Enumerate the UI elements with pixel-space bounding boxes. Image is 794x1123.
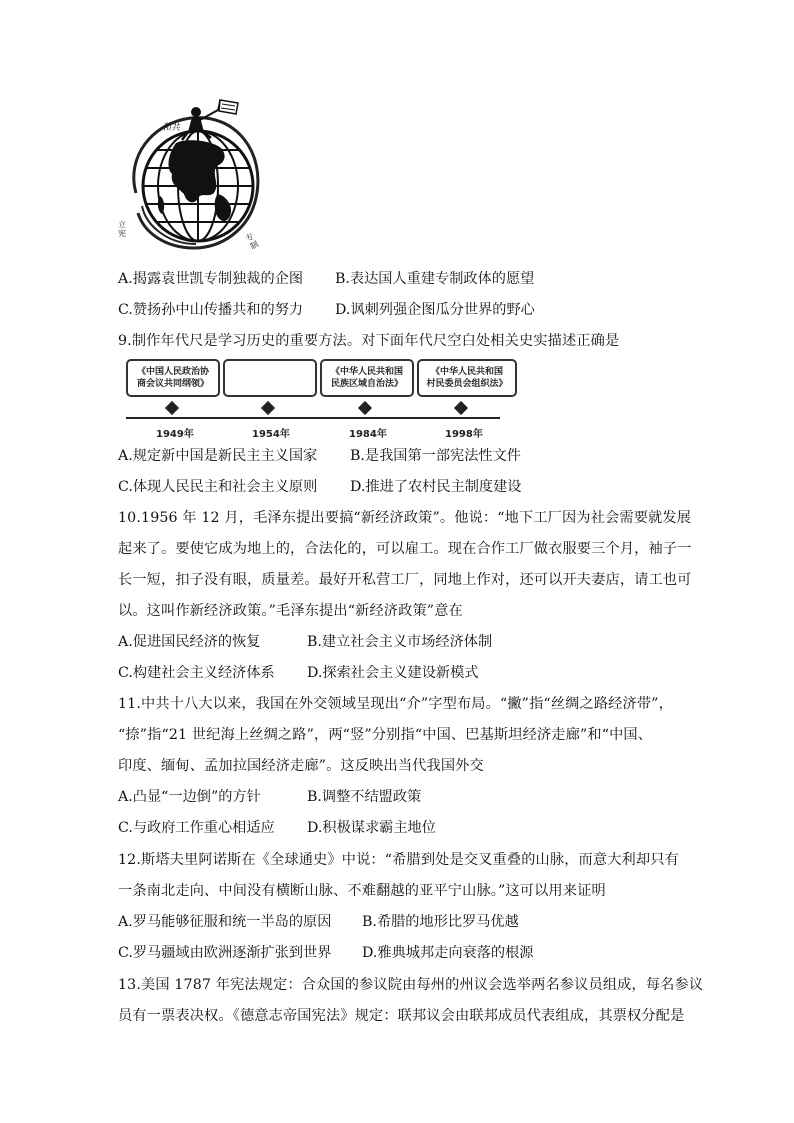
- q12-option-d: D.雅典城邦走向衰落的根源: [362, 945, 534, 961]
- q11-option-c: C.与政府工作重心相适应: [118, 820, 275, 836]
- timeline-year-1998: 1998年: [445, 429, 483, 440]
- q13-line-2: 员有一票表决权。《德意志帝国宪法》规定：联邦议会由联邦成员代表组成，其票权分配是: [118, 1008, 685, 1024]
- q12-line-2: 一条南北走向、中间没有横断山脉、不难翻越的亚平宁山脉。”这可以用来证明: [118, 883, 606, 899]
- timeline-year-1949: 1949年: [156, 429, 194, 440]
- timeline-box-1984: [320, 359, 414, 397]
- q10-option-b: B.建立社会主义市场经济体制: [307, 634, 493, 650]
- q10-option-a: A.促进国民经济的恢复: [118, 634, 261, 650]
- q10-line-4: 以。这叫作新经济政策。”毛泽东提出“新经济政策”意在: [118, 603, 463, 619]
- q10-line-1: 10.1956 年 12 月，毛泽东提出要搞“新经济政策”。他说：“地下工厂因为社会需要就发展: [118, 510, 692, 526]
- globe-cartoon: [116, 98, 276, 258]
- cartoon-label-top: 和共: [162, 123, 181, 133]
- cartoon-label-right: 专制: [244, 231, 261, 252]
- q13-line-1: 13.美国 1787 年宪法规定：合众国的参议院由每州的州议会选举两名参议员组成，每名参议: [118, 977, 704, 993]
- q11-line-1: 11.中共十八大以来，我国在外交领域呈现出“介”字型布局。“撇”指“丝绸之路经济带”，: [118, 696, 673, 712]
- q8-option-a: A.揭露袁世凯专制独裁的企图: [118, 271, 304, 287]
- timeline-box-1998-line1: 《中华人民共和国: [430, 367, 503, 377]
- q9-timeline: [118, 357, 518, 441]
- q8-option-b: B.表达国人重建专制政体的愿望: [335, 271, 535, 287]
- q11-line-3: 印度、缅甸、孟加拉国经济走廊”。这反映出当代我国外交: [118, 758, 484, 774]
- q11-line-2: “捺”指“21 世纪海上丝绸之路”，两“竖”分别指“中国、巴基斯坦经济走廊”和“中国、: [118, 727, 653, 743]
- q9-stem: 9.制作年代尺是学习历史的重要方法。对下面年代尺空白处相关史实描述正确是: [118, 333, 620, 349]
- timeline-box-1998-line2: 村民委员会组织法》: [426, 379, 508, 389]
- timeline-year-1984: 1984年: [349, 429, 387, 440]
- timeline-marker-1949: [165, 401, 179, 415]
- q12-option-b: B.希腊的地形比罗马优越: [362, 914, 519, 930]
- timeline-box-1949: [126, 359, 220, 397]
- timeline-box-1984-line1: 《中华人民共和国: [330, 367, 403, 377]
- timeline-axis: [126, 417, 500, 419]
- q8-option-c: C.赞扬孙中山传播共和的努力: [118, 302, 304, 318]
- timeline-marker-1984: [358, 401, 372, 415]
- timeline-box-1949-line2: 商会议共同纲领》: [136, 379, 209, 389]
- q11-option-b: B.调整不结盟政策: [307, 789, 422, 805]
- q8-option-d: D.讽刺列强企图瓜分世界的野心: [335, 302, 535, 318]
- q12-option-c: C.罗马疆域由欧洲逐渐扩张到世界: [118, 945, 332, 961]
- timeline-box-1954-blank: [223, 359, 317, 397]
- timeline-marker-1998: [454, 401, 468, 415]
- q11-option-a: A.凸显“一边倒”的方针: [118, 789, 261, 805]
- timeline-box-1984-line2: 民族区域自治法》: [330, 379, 403, 389]
- cartoon-label-left: 立宪: [118, 220, 126, 238]
- q12-line-1: 12.斯塔夫里阿诺斯在《全球通史》中说：“希腊到处是交叉重叠的山脉，而意大利却只有: [118, 852, 679, 868]
- q10-option-c: C.构建社会主义经济体系: [118, 665, 275, 681]
- timeline-marker-1954: [261, 401, 275, 415]
- q10-line-3: 长一短，扣子没有眼，质量差。最好开私营工厂，同地上作对，还可以开夫妻店，请工也可: [118, 572, 692, 588]
- q10-option-d: D.探索社会主义建设新模式: [307, 665, 479, 681]
- q12-option-a: A.罗马能够征服和统一半岛的原因: [118, 914, 332, 930]
- q9-option-d: D.推进了农村民主制度建设: [350, 479, 522, 495]
- q11-option-d: D.积极谋求霸主地位: [307, 820, 436, 836]
- timeline-box-1949-line1: 《中国人民政治协: [136, 367, 209, 377]
- q10-line-2: 起来了。要使它成为地上的，合法化的，可以雇工。现在合作工厂做衣服要三个月，袖子一: [118, 541, 692, 557]
- timeline-box-1998: [417, 359, 517, 397]
- timeline-year-1954: 1954年: [252, 429, 290, 440]
- q9-option-b: B.是我国第一部宪法性文件: [350, 448, 521, 464]
- q9-option-a: A.规定新中国是新民主主义国家: [118, 448, 318, 464]
- q9-option-c: C.体现人民民主和社会主义原则: [118, 479, 318, 495]
